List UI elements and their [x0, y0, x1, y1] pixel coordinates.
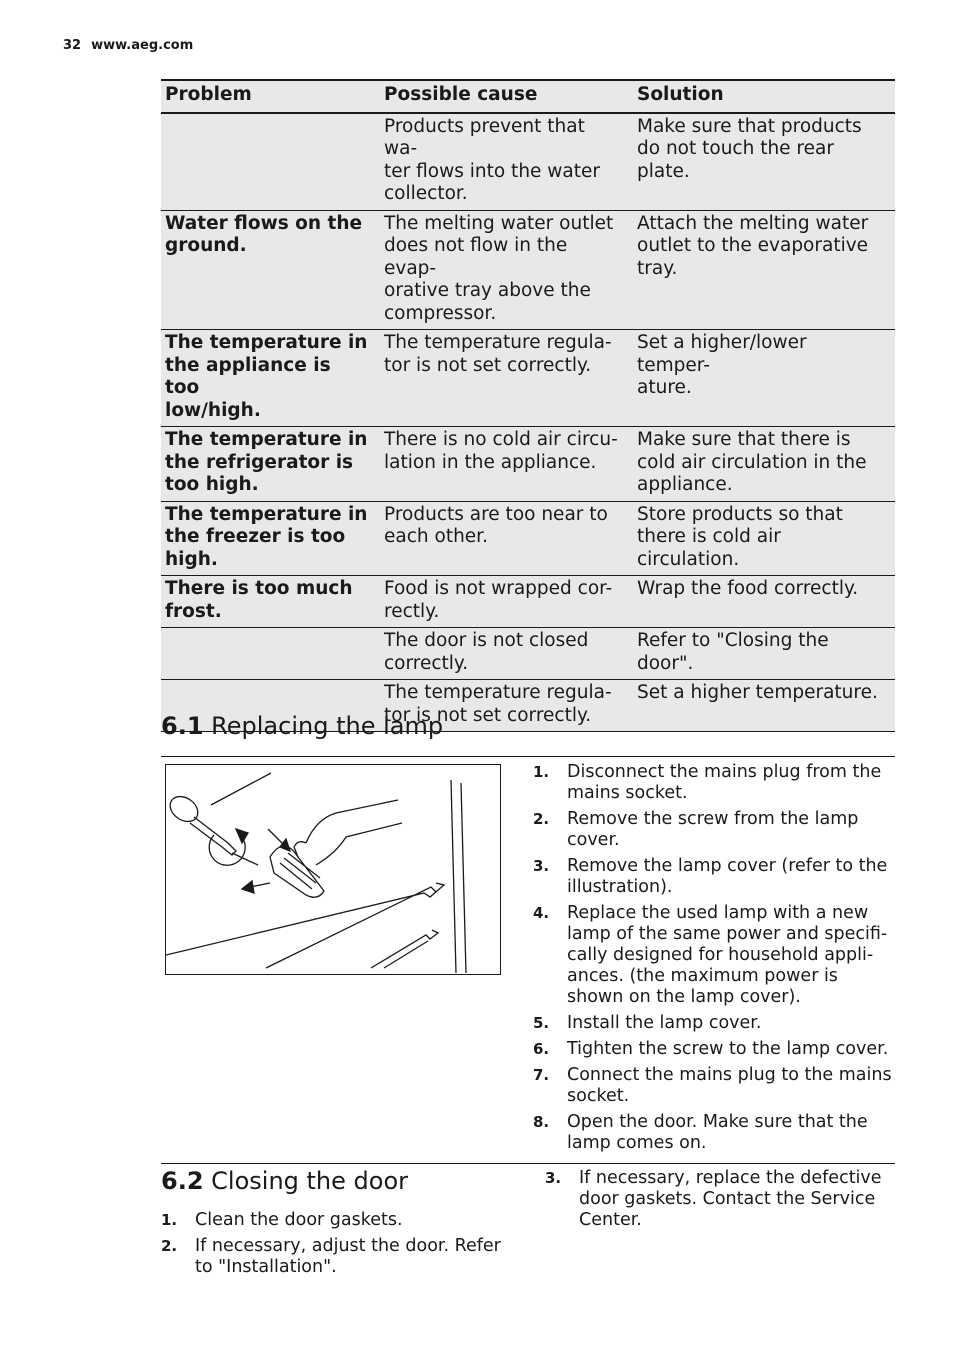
section-heading-door — [161, 1167, 408, 1195]
step-item — [545, 1168, 895, 1231]
solution-cell: Set a higher/lower temper- ature. — [633, 330, 895, 427]
section-title: Closing the door — [211, 1167, 408, 1195]
section-number: 6.2 — [161, 1167, 204, 1195]
step-text: Remove the lamp cover (refer to the illustration). — [567, 856, 888, 897]
step-number: 6. — [533, 1040, 550, 1058]
step-text: Tighten the screw to the lamp cover. — [567, 1039, 889, 1059]
step-text: Install the lamp cover. — [567, 1013, 762, 1033]
door-steps-list — [161, 1210, 501, 1283]
problem-cell: The temperature in the appliance is too low/high. — [161, 330, 380, 427]
step-item — [533, 1013, 895, 1034]
cause-cell: Products prevent that wa- ter flows into the water collector. — [380, 113, 633, 211]
table-row — [161, 210, 895, 330]
problem-cell: The temperature in the freezer is too high. — [161, 501, 380, 576]
cause-cell: The melting water outlet does not flow in the evap- orative tray above the compressor. — [380, 210, 633, 330]
table-header-row — [161, 80, 895, 113]
troubleshooting-table — [161, 79, 895, 732]
step-item — [533, 1112, 895, 1154]
step-item — [533, 903, 895, 1008]
step-item — [533, 856, 895, 898]
step-number: 3. — [533, 857, 550, 875]
solution-cell: Refer to "Closing the door". — [633, 628, 895, 680]
section-heading-lamp — [161, 712, 443, 740]
table-row — [161, 576, 895, 628]
lamp-steps-list — [533, 762, 895, 1159]
door-steps-list-continued — [545, 1168, 895, 1236]
step-number: 7. — [533, 1066, 550, 1084]
table-row — [161, 501, 895, 576]
website-url: www.aeg.com — [91, 38, 194, 53]
step-text: Connect the mains plug to the mains socket. — [567, 1065, 892, 1106]
step-number: 2. — [161, 1237, 178, 1255]
step-text: Replace the used lamp with a new lamp of the same power and specifi- cally designed for household appli- ances. (the maximum power is shown on the lamp cover). — [567, 903, 888, 1007]
section-divider — [161, 1163, 895, 1164]
problem-cell: Water flows on the ground. — [161, 210, 380, 330]
cause-cell: The temperature regula- tor is not set correctly. — [380, 680, 633, 732]
step-text: Remove the screw from the lamp cover. — [567, 809, 859, 850]
step-number: 1. — [533, 763, 550, 781]
cause-cell: The temperature regula- tor is not set correctly. — [380, 330, 633, 427]
problem-cell — [161, 628, 380, 680]
table-row — [161, 427, 895, 502]
step-number: 3. — [545, 1169, 562, 1187]
step-item — [533, 809, 895, 851]
lamp-replacement-illustration — [165, 764, 501, 975]
solution-cell: Make sure that there is cold air circulation in the appliance. — [633, 427, 895, 502]
problem-cell: The temperature in the refrigerator is too high. — [161, 427, 380, 502]
step-text: If necessary, replace the defective door gaskets. Contact the Service Center. — [579, 1168, 882, 1230]
section-divider — [161, 756, 895, 757]
table-row — [161, 628, 895, 680]
cause-cell: The door is not closed correctly. — [380, 628, 633, 680]
step-item — [161, 1210, 501, 1231]
solution-cell: Make sure that products do not touch the rear plate. — [633, 113, 895, 211]
column-header: Possible cause — [380, 80, 633, 113]
section-title: Replacing the lamp — [211, 712, 444, 740]
solution-cell: Set a higher temperature. — [633, 680, 895, 732]
step-item — [533, 1039, 895, 1060]
step-number: 5. — [533, 1014, 550, 1032]
step-text: If necessary, adjust the door. Refer to "Installation". — [195, 1236, 501, 1277]
table-row — [161, 330, 895, 427]
page-number: 32 — [63, 38, 82, 53]
problem-cell — [161, 113, 380, 211]
cause-cell: Products are too near to each other. — [380, 501, 633, 576]
column-header: Solution — [633, 80, 895, 113]
step-item — [533, 762, 895, 804]
step-number: 2. — [533, 810, 550, 828]
section-number: 6.1 — [161, 712, 204, 740]
step-text: Clean the door gaskets. — [195, 1210, 403, 1230]
step-number: 8. — [533, 1113, 550, 1131]
table-row — [161, 113, 895, 211]
problem-cell: There is too much frost. — [161, 576, 380, 628]
solution-cell: Store products so that there is cold air circulation. — [633, 501, 895, 576]
cause-cell: There is no cold air circu- lation in the appliance. — [380, 427, 633, 502]
solution-cell: Attach the melting water outlet to the evaporative tray. — [633, 210, 895, 330]
step-item — [161, 1236, 501, 1278]
column-header: Problem — [161, 80, 380, 113]
step-item — [533, 1065, 895, 1107]
step-text: Disconnect the mains plug from the mains socket. — [567, 762, 882, 803]
page-header — [63, 38, 193, 53]
step-text: Open the door. Make sure that the lamp comes on. — [567, 1112, 868, 1153]
step-number: 1. — [161, 1211, 178, 1229]
cause-cell: Food is not wrapped cor- rectly. — [380, 576, 633, 628]
solution-cell: Wrap the food correctly. — [633, 576, 895, 628]
step-number: 4. — [533, 904, 550, 922]
